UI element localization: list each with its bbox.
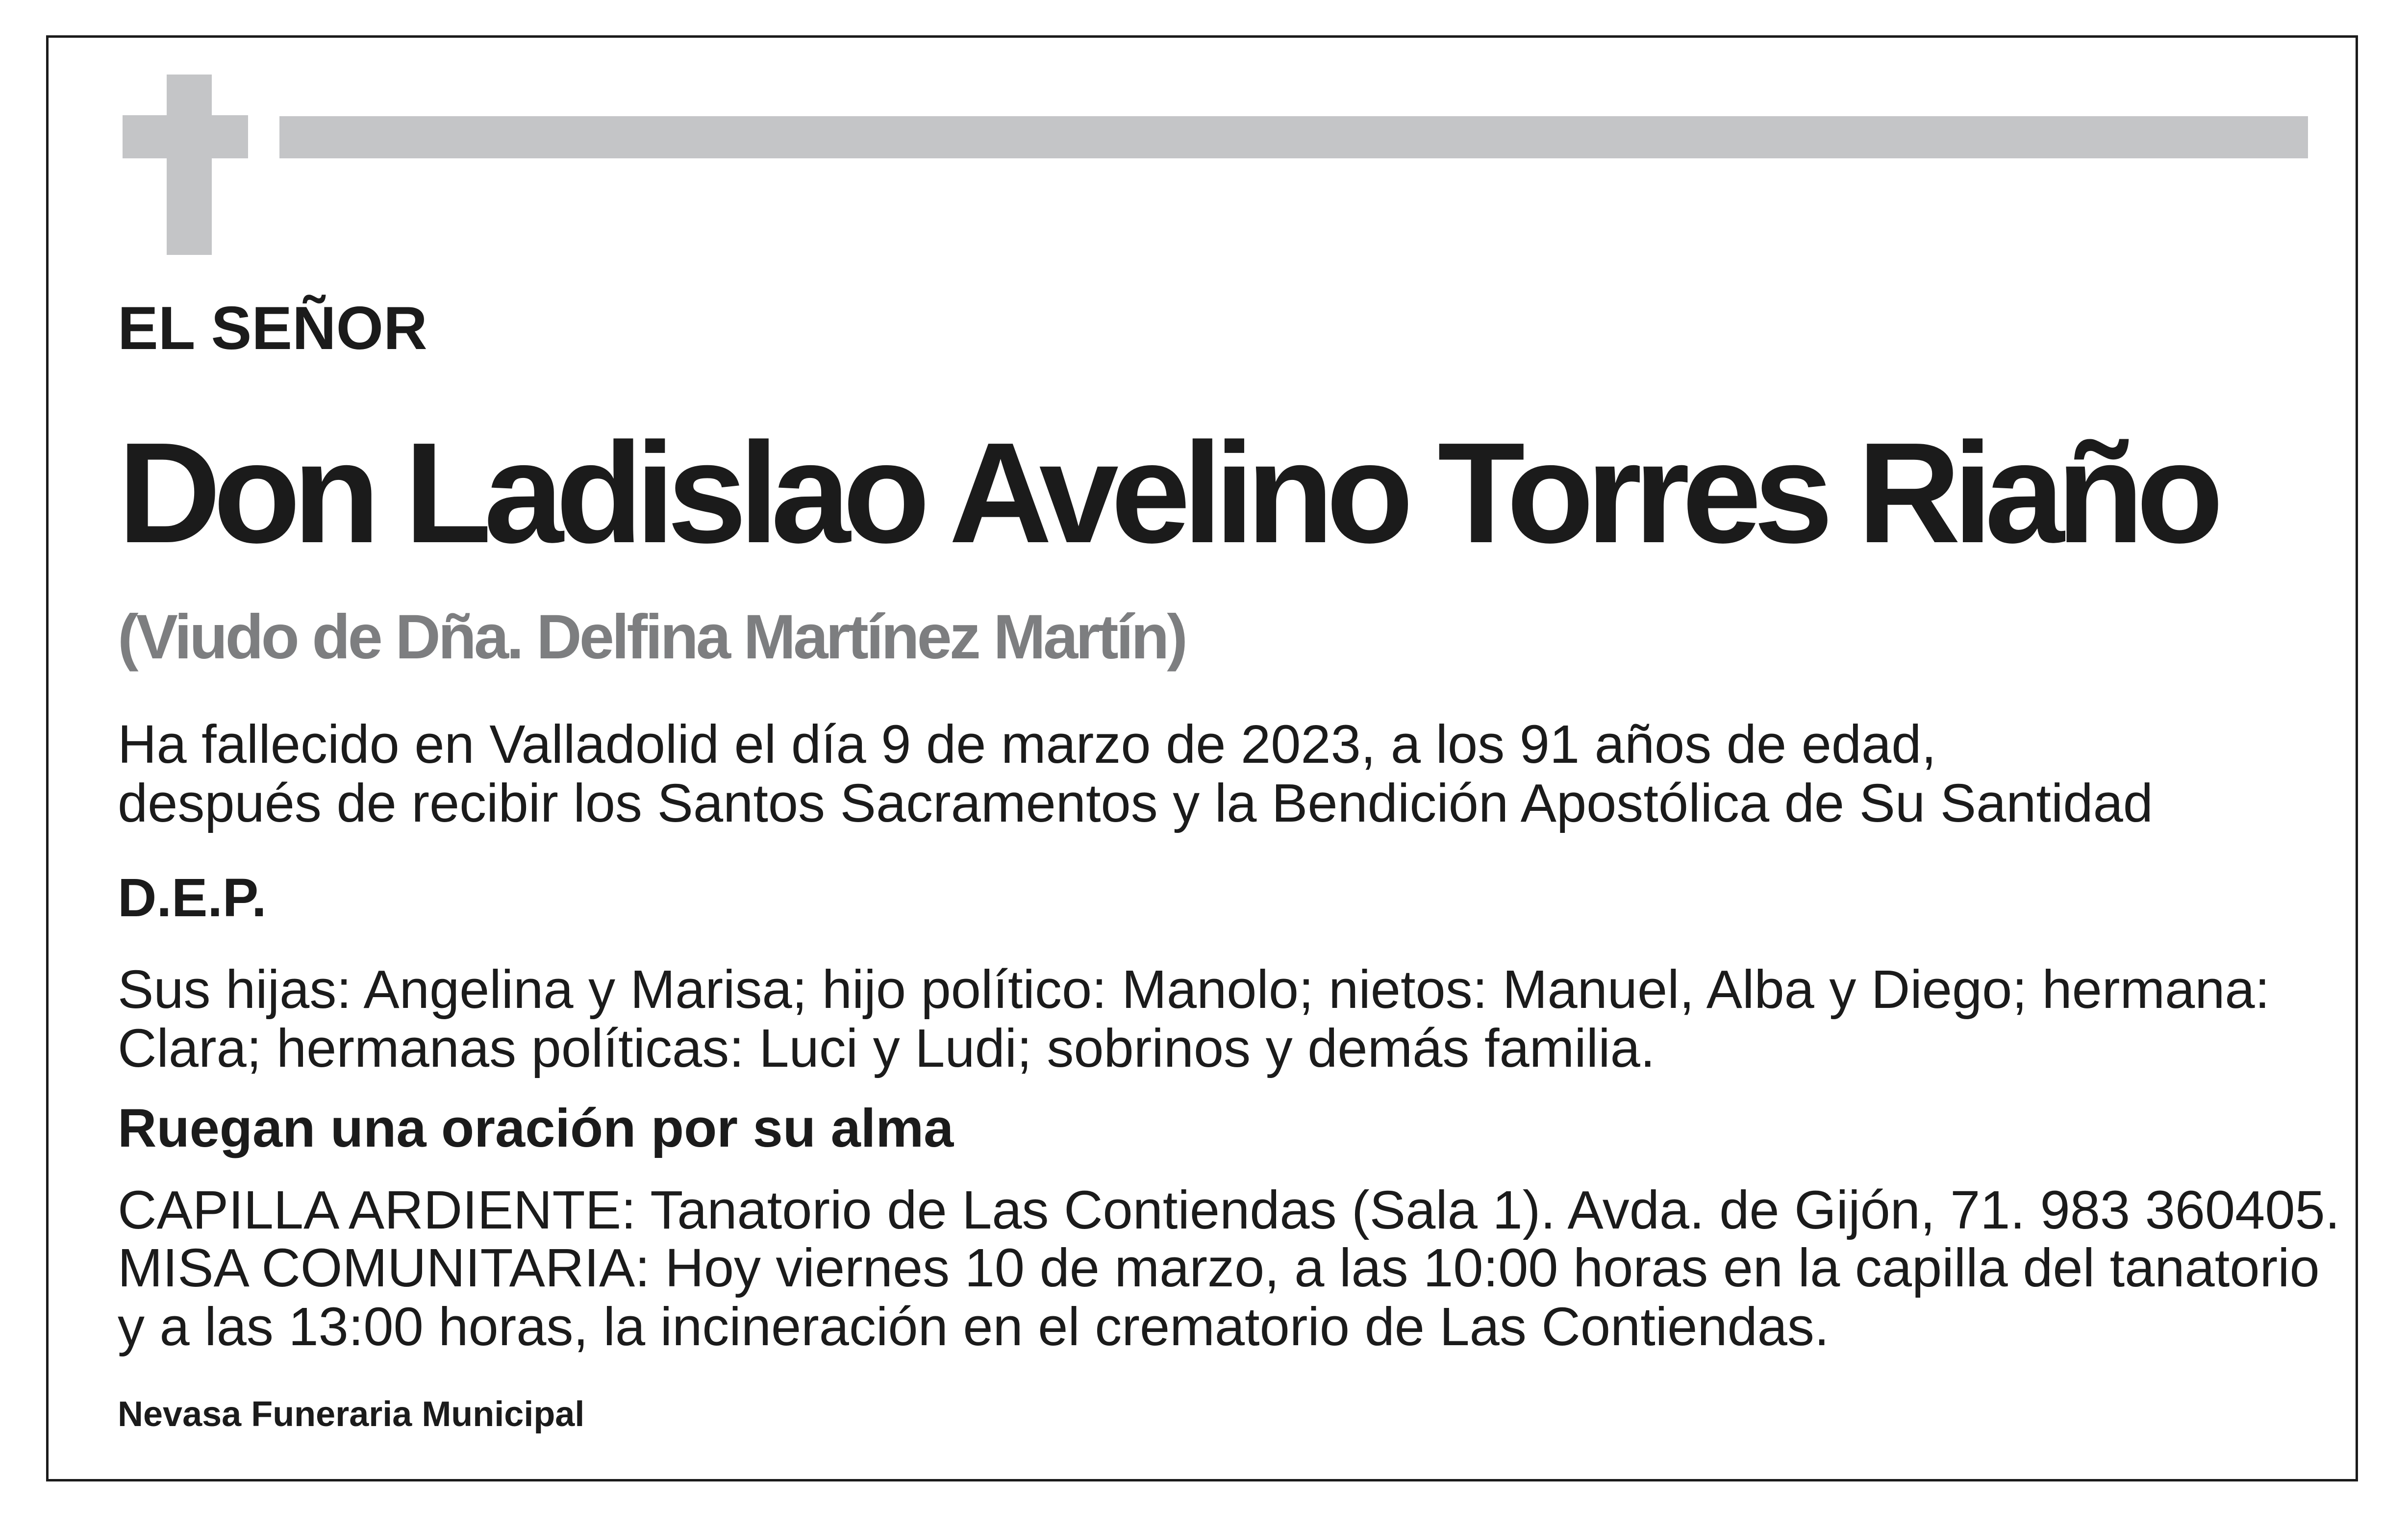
family-line: Sus hijas: Angelina y Marisa; hijo político: Manolo; nietos: Manuel, Alba y Diego; hermana: bbox=[118, 959, 2270, 1020]
service-info-line: MISA COMUNITARIA: Hoy viernes 10 de marzo, a las 10:00 horas en la capilla del tanatorio bbox=[118, 1238, 2320, 1298]
funeral-home-credit: Nevasa Funeraria Municipal bbox=[118, 1395, 585, 1434]
service-info-line: y a las 13:00 horas, la incineración en el crematorio de Las Contiendas. bbox=[118, 1297, 1830, 1357]
death-announcement-line: Ha fallecido en Valladolid el día 9 de marzo de 2023, a los 91 años de edad, bbox=[118, 714, 1936, 775]
header-rule bbox=[279, 116, 2308, 158]
deceased-name: Don Ladislao Avelino Torres Riaño bbox=[118, 413, 2216, 573]
honorific: EL SEÑOR bbox=[118, 295, 427, 362]
family-line: Clara; hermanas políticas: Luci y Ludi; sobrinos y demás familia. bbox=[118, 1018, 1656, 1079]
death-announcement-line: después de recibir los Santos Sacramentos y la Bendición Apostólica de Su Santidad bbox=[118, 773, 2153, 833]
service-info-line: CAPILLA ARDIENTE: Tanatorio de Las Contiendas (Sala 1). Avda. de Gijón, 71. 983 360405. bbox=[118, 1180, 2340, 1240]
cross-vertical-beam bbox=[167, 75, 212, 255]
rest-in-peace: D.E.P. bbox=[118, 868, 267, 928]
cross-horizontal-beam bbox=[123, 115, 248, 158]
prayer-request: Ruegan una oración por su alma bbox=[118, 1098, 954, 1158]
widow-note: (Viudo de Dña. Delfina Martínez Martín) bbox=[118, 602, 1185, 672]
